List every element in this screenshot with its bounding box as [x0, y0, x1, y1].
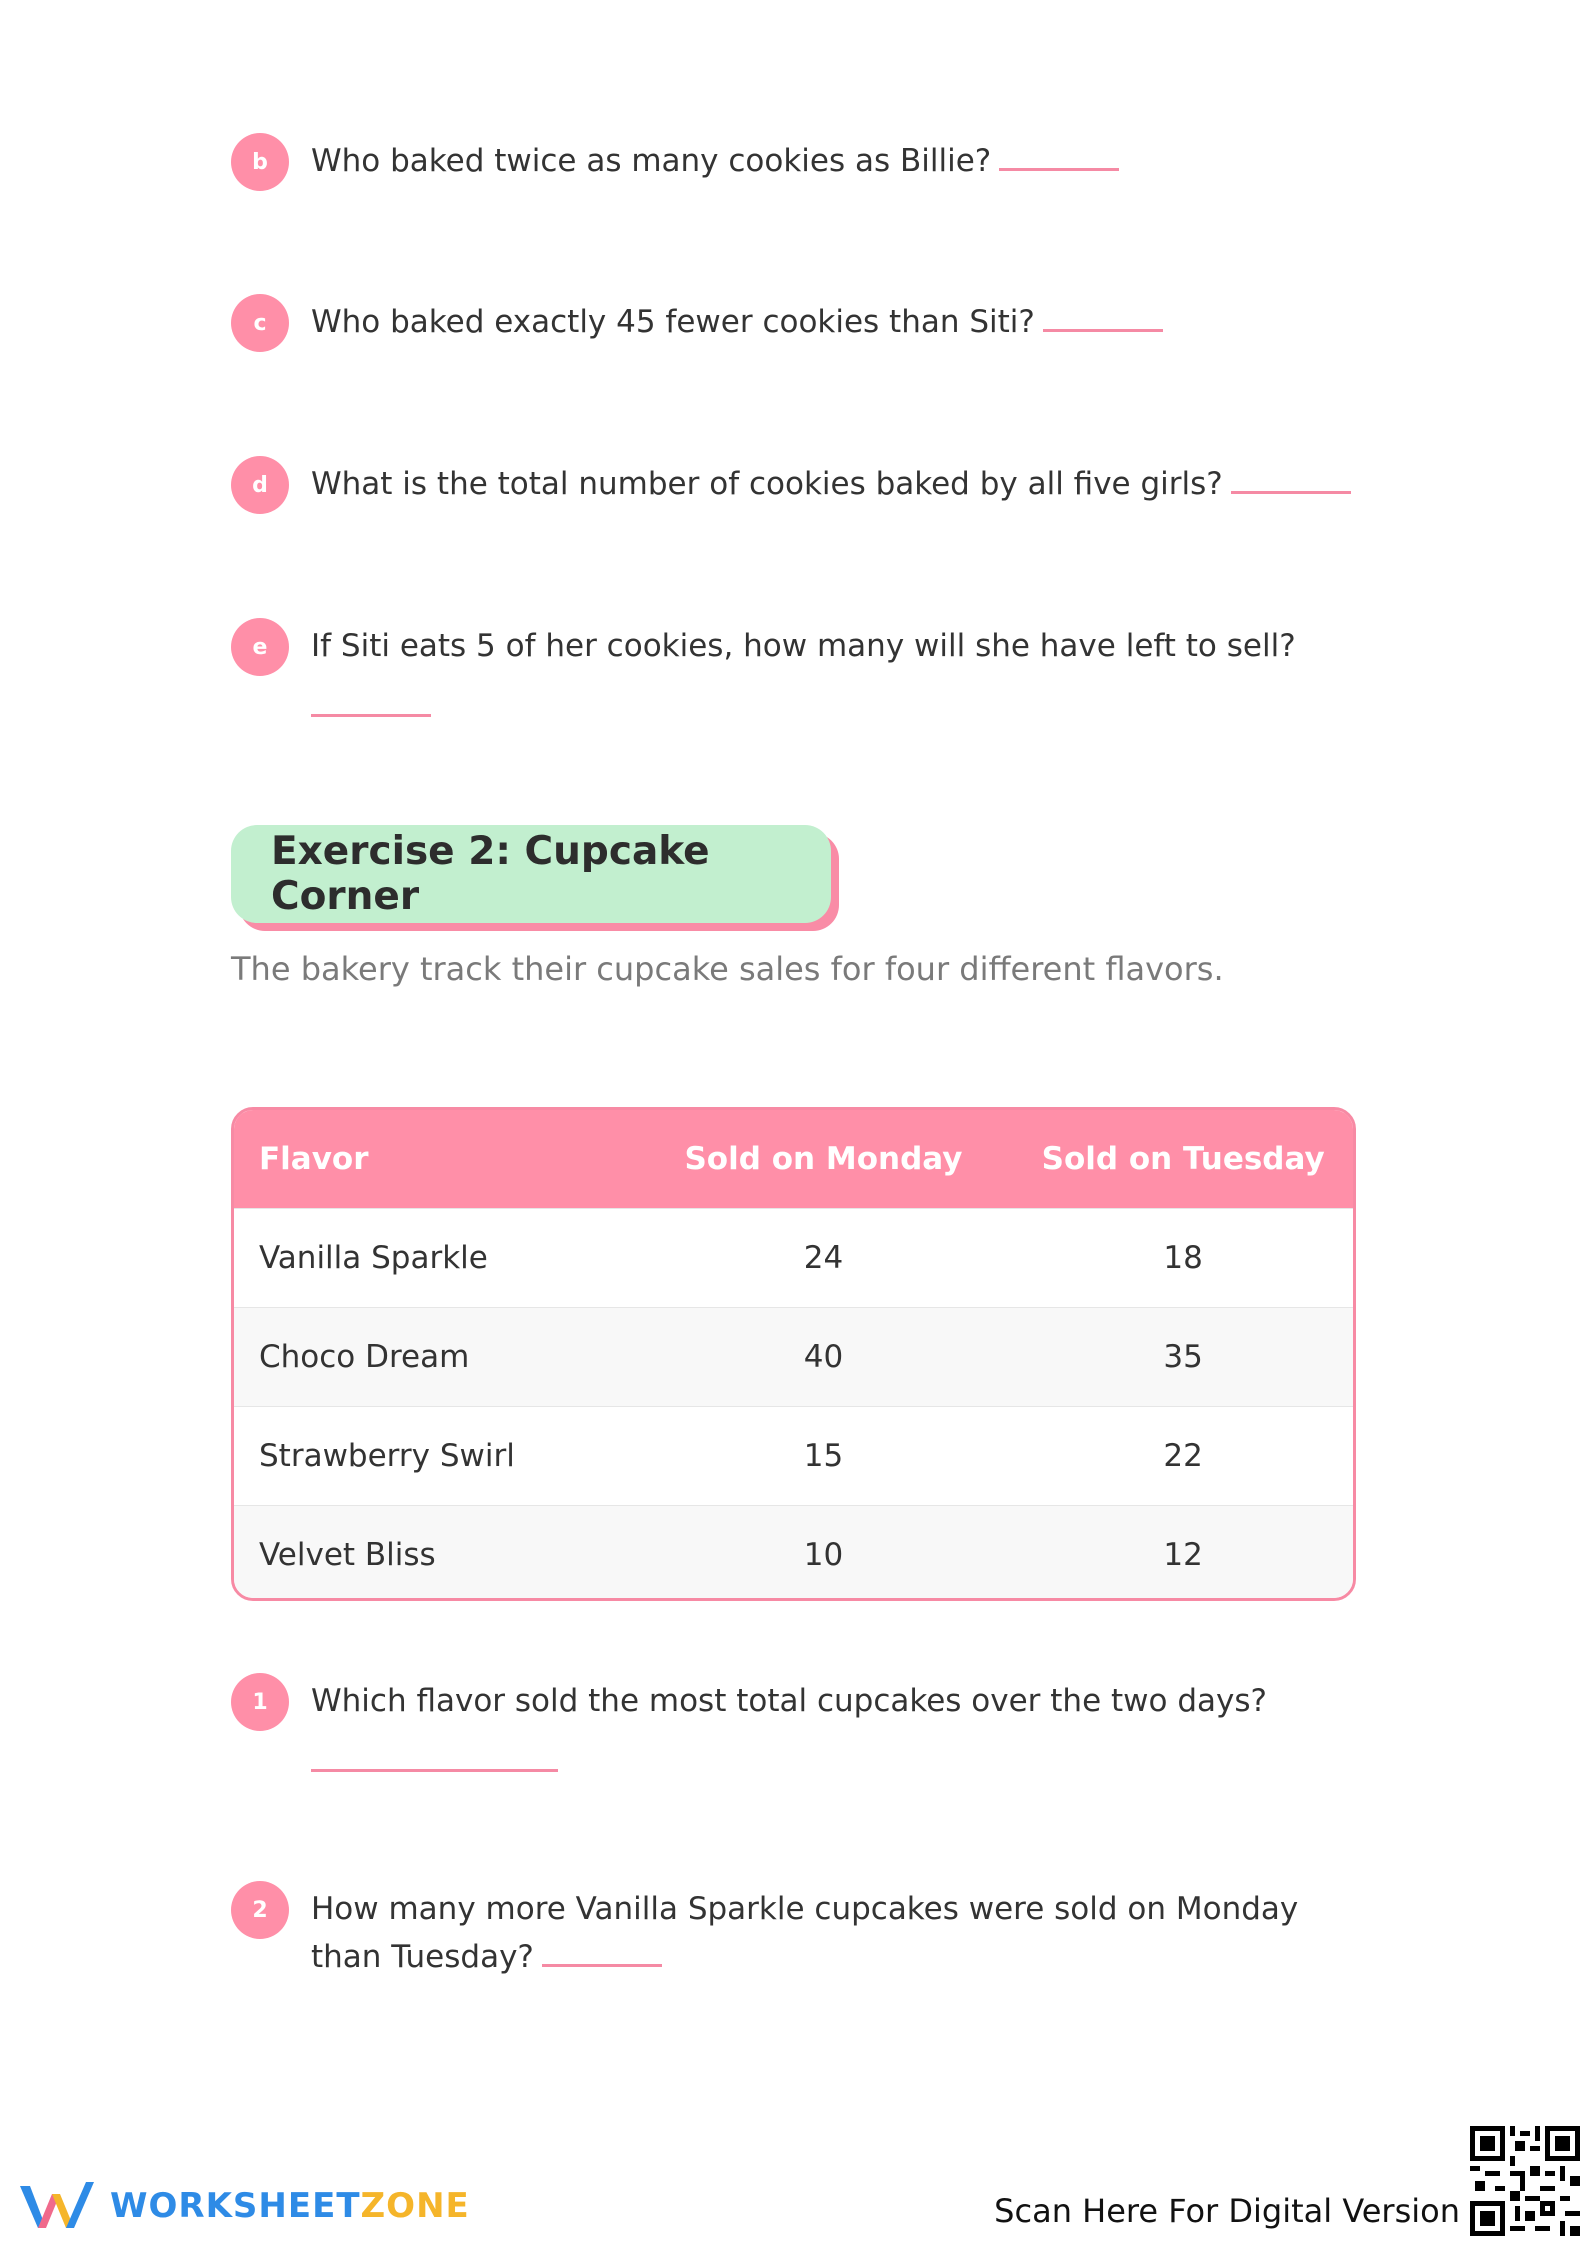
cupcake-sales-table: [231, 1107, 1356, 1601]
answer-blank[interactable]: [999, 138, 1119, 171]
worksheetzone-logo: [16, 2176, 470, 2236]
question-marker: 1: [231, 1673, 289, 1731]
cell-flavor: Choco Dream: [259, 1339, 470, 1375]
scan-text: Scan Here For Digital Version: [994, 2192, 1460, 2230]
qr-code[interactable]: [1470, 2126, 1580, 2236]
answer-blank[interactable]: [542, 1934, 662, 1967]
question-e: [231, 618, 1361, 728]
table-row: [234, 1505, 1353, 1601]
cell-tuesday: 18: [1163, 1240, 1203, 1276]
table-row: [234, 1307, 1353, 1406]
cell-monday: 24: [803, 1240, 844, 1276]
exercise-title: Exercise 2: Cupcake Corner: [231, 825, 831, 923]
exercise-intro: The bakery track their cupcake sales for four different flavors.: [231, 950, 1224, 988]
table-row: [234, 1406, 1353, 1505]
question-text: Which flavor sold the most total cupcakes over the two days?: [311, 1683, 1267, 1719]
question-marker: c: [231, 294, 289, 352]
cell-flavor: Vanilla Sparkle: [259, 1240, 488, 1276]
table-row: [234, 1208, 1353, 1307]
question-text: If Siti eats 5 of her cookies, how many will she have left to sell?: [311, 628, 1296, 664]
cell-monday: 15: [803, 1438, 844, 1474]
answer-blank[interactable]: [311, 714, 431, 717]
cell-flavor: Velvet Bliss: [259, 1537, 436, 1573]
question-c: [231, 294, 1361, 354]
cell-monday: 40: [803, 1339, 844, 1375]
cell-tuesday: 12: [1163, 1537, 1203, 1573]
question-2: [231, 1881, 1361, 1991]
logo-w-icon: [16, 2176, 96, 2236]
table-header: [234, 1110, 1353, 1208]
header-tuesday: Sold on Tuesday: [1041, 1141, 1325, 1177]
header-flavor: Flavor: [259, 1141, 369, 1177]
question-b: [231, 133, 1361, 193]
question-text: How many more Vanilla Sparkle cupcakes were sold on Monday than Tuesday?: [311, 1891, 1299, 1975]
question-text: Who baked exactly 45 fewer cookies than Siti?: [311, 298, 1361, 346]
question-marker: d: [231, 456, 289, 514]
question-text: Who baked twice as many cookies as Billie?: [311, 137, 1361, 185]
cell-tuesday: 35: [1163, 1339, 1203, 1375]
logo-text: WORKSHEETZONE: [110, 2186, 470, 2226]
cell-tuesday: 22: [1163, 1438, 1203, 1474]
exercise-header: [231, 825, 841, 935]
answer-blank[interactable]: [311, 1769, 558, 1772]
question-marker: b: [231, 133, 289, 191]
question-marker: 2: [231, 1881, 289, 1939]
question-1: [231, 1673, 1361, 1783]
cell-monday: 10: [803, 1537, 844, 1573]
question-text: What is the total number of cookies baked by all five girls?: [311, 460, 1361, 508]
answer-blank[interactable]: [1231, 461, 1351, 494]
cell-flavor: Strawberry Swirl: [259, 1438, 515, 1474]
answer-blank[interactable]: [1043, 299, 1163, 332]
question-marker: e: [231, 618, 289, 676]
header-monday: Sold on Monday: [684, 1141, 963, 1177]
question-d: [231, 456, 1361, 516]
